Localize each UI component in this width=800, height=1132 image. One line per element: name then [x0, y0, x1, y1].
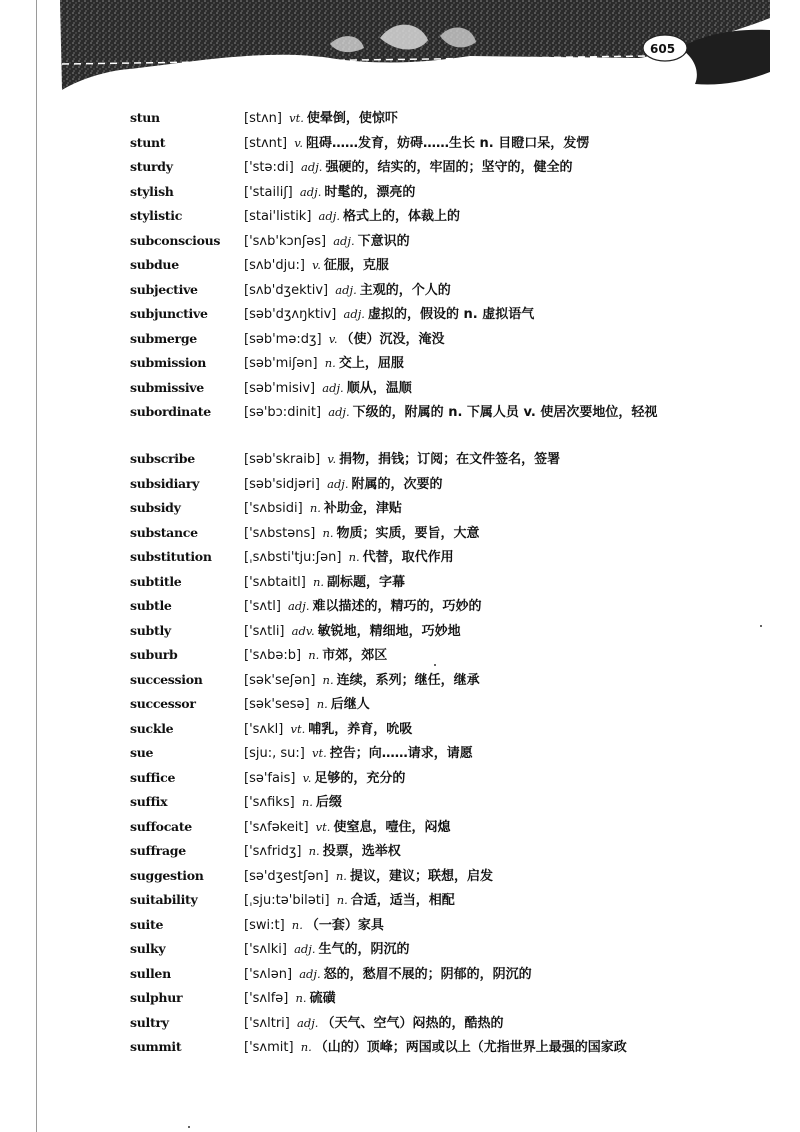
entry-row — [0, 131, 800, 156]
headword: stylistic — [130, 208, 183, 223]
part-of-speech: adj. — [322, 380, 344, 395]
meaning: 格式上的，体裁上的 — [343, 209, 461, 224]
entry-row — [0, 986, 800, 1011]
entry-row — [0, 447, 800, 472]
part-of-speech: n. — [322, 525, 334, 540]
meaning: 使晕倒，使惊吓 — [306, 111, 398, 126]
headword: suburb — [130, 647, 178, 662]
definition — [244, 692, 764, 717]
entry-row — [0, 229, 800, 254]
entry-row — [0, 521, 800, 546]
definition — [244, 864, 764, 889]
definition — [244, 1011, 764, 1036]
part-of-speech: adj. — [328, 405, 350, 419]
definition — [244, 253, 764, 278]
entry-row — [0, 594, 800, 619]
definition — [244, 668, 764, 693]
part-of-speech: v. — [294, 135, 303, 150]
meaning: 下意识的 — [357, 233, 410, 249]
entry-row — [0, 668, 800, 693]
part-of-speech: n. — [335, 868, 347, 883]
part-of-speech: adj. — [318, 209, 340, 223]
meaning: 怒的，愁眉不展的；阴郁的，阴沉的 — [323, 966, 532, 982]
meaning: （使）沉没，淹没 — [340, 331, 445, 347]
headword: subtle — [130, 598, 172, 613]
meaning: 连续，系列；继任，继承 — [336, 672, 480, 688]
meaning: 补助金，津贴 — [323, 501, 402, 516]
part-of-speech: n. — [301, 795, 313, 809]
part-of-speech: vt. — [311, 746, 327, 760]
entry-row — [0, 619, 800, 644]
meaning: 交上，屈服 — [338, 356, 404, 371]
definition — [244, 229, 764, 254]
meaning: 合适，适当，相配 — [350, 893, 455, 908]
part-of-speech: adj. — [335, 282, 357, 297]
definition — [244, 888, 764, 913]
headword: sue — [130, 745, 154, 760]
definition — [244, 570, 764, 595]
pronunciation: [səb'sidjəri] — [244, 476, 320, 492]
part-of-speech: adv. — [291, 623, 315, 638]
pronunciation: [sək'sesə] — [244, 697, 310, 712]
entry-row — [0, 155, 800, 180]
part-of-speech: n. — [336, 893, 348, 907]
pronunciation: [sʌb'dʒektiv] — [244, 282, 329, 298]
definition — [244, 351, 764, 376]
pronunciation: [stai'listik] — [244, 209, 312, 224]
entry-row — [0, 888, 800, 913]
pronunciation: ['sʌfiks] — [244, 795, 295, 810]
part-of-speech: n. — [316, 697, 328, 711]
headword: suffrage — [130, 843, 186, 858]
entry-row — [0, 741, 800, 766]
definition — [244, 937, 764, 962]
entry-row — [0, 180, 800, 205]
headword: stylish — [130, 183, 174, 199]
part-of-speech: v. — [327, 452, 337, 466]
part-of-speech: adj. — [294, 942, 316, 956]
headword: subjunctive — [130, 306, 208, 321]
pronunciation: [səb'skraib] — [244, 452, 321, 467]
headword: suffice — [130, 769, 176, 785]
pronunciation: ['sʌltri] — [244, 1015, 290, 1031]
meaning: 主观的，个人的 — [359, 282, 451, 298]
definition — [244, 180, 764, 205]
meaning: 使窒息，噎住，闷熄 — [333, 819, 451, 835]
definition — [244, 521, 764, 546]
pronunciation: ['sʌkl] — [244, 721, 284, 737]
definition — [244, 619, 764, 644]
headword: sulky — [130, 941, 166, 956]
part-of-speech: n. — [295, 991, 307, 1005]
pronunciation: [stʌn] — [244, 111, 282, 126]
entry-row — [0, 937, 800, 962]
headword: submerge — [130, 330, 197, 346]
meaning: 市郊，郊区 — [322, 648, 388, 663]
meaning: 副标题，字幕 — [327, 574, 406, 590]
meaning: 提议，建议；联想，启发 — [349, 868, 493, 884]
headword: subtly — [130, 622, 171, 638]
entry-row — [0, 570, 800, 595]
headword: suffix — [130, 794, 168, 809]
headword: sultry — [130, 1014, 169, 1030]
definition — [244, 643, 764, 668]
definition — [244, 302, 764, 327]
definition — [244, 986, 764, 1011]
part-of-speech: adj. — [297, 1015, 319, 1030]
entry-row — [0, 643, 800, 668]
definition — [244, 131, 764, 156]
headword: suite — [130, 916, 164, 932]
pronunciation: ['sʌbsidi] — [244, 501, 303, 516]
pronunciation: ['sʌbtaitl] — [244, 574, 306, 590]
definition — [244, 327, 764, 352]
meaning: 代替，取代作用 — [362, 550, 454, 565]
entry-row — [0, 376, 800, 401]
part-of-speech: adj. — [333, 233, 355, 248]
pronunciation: ['sʌmit] — [244, 1040, 294, 1055]
part-of-speech: vt. — [315, 819, 331, 834]
pronunciation: [sʌb'dju:] — [244, 258, 305, 273]
meaning: 捐物，捐钱；订阅；在文件签名，签署 — [339, 452, 561, 467]
meaning: 硫磺 — [309, 991, 336, 1006]
entry-row — [0, 278, 800, 303]
pronunciation: ['stə:di] — [244, 160, 294, 175]
definition — [244, 376, 764, 401]
entry-row — [0, 692, 800, 717]
part-of-speech: vt. — [289, 111, 304, 125]
meaning: （山的）顶峰；两国或以上（尤指世界上最强的国家政 — [314, 1040, 627, 1055]
meaning: 征服，克服 — [323, 258, 389, 273]
header-artwork — [0, 0, 800, 100]
headword: succession — [130, 671, 203, 687]
definition — [244, 790, 764, 815]
part-of-speech: vt. — [290, 721, 306, 736]
meaning: 虚拟的，假设的 n. 虚拟语气 — [367, 307, 535, 322]
part-of-speech: n. — [309, 501, 321, 515]
part-of-speech: n. — [324, 356, 336, 370]
pronunciation: ['stailiʃ] — [244, 184, 293, 200]
headword: suggestion — [130, 867, 204, 883]
headword: stun — [130, 110, 160, 125]
entry-row — [0, 1035, 800, 1060]
definition — [244, 741, 764, 766]
entry-row — [0, 839, 800, 864]
meaning: （天气、空气）闷热的，酷热的 — [321, 1015, 504, 1031]
part-of-speech: n. — [348, 550, 360, 564]
headword: subscribe — [130, 451, 195, 466]
part-of-speech: n. — [291, 917, 303, 932]
definition — [244, 594, 764, 619]
part-of-speech: n. — [308, 844, 320, 858]
headword: summit — [130, 1039, 182, 1054]
headword: subdue — [130, 257, 179, 272]
pronunciation: [swi:t] — [244, 917, 285, 933]
meaning: 投票，选举权 — [322, 844, 401, 859]
entry-row — [0, 1011, 800, 1036]
print-speck — [434, 664, 436, 666]
definition — [244, 962, 764, 987]
definition — [244, 1035, 764, 1060]
entry-row — [0, 864, 800, 889]
headword: submission — [130, 355, 207, 370]
part-of-speech: v. — [312, 258, 321, 272]
headword: suitability — [130, 892, 198, 907]
pronunciation: ['sʌb'kɔnʃəs] — [244, 233, 327, 249]
meaning: 下级的，附属的 n. 下属人员 v. 使居次要地位，轻视 — [352, 405, 658, 420]
entry-row — [0, 204, 800, 229]
pronunciation: [ˌsʌbsti'tju:ʃən] — [244, 550, 342, 565]
entry-row — [0, 253, 800, 278]
entry-row — [0, 496, 800, 521]
page-number: 605 — [650, 42, 676, 56]
headword: subsidy — [130, 500, 181, 515]
print-speck — [760, 625, 762, 627]
meaning: 足够的，充分的 — [314, 770, 406, 786]
entry-row — [0, 545, 800, 570]
entry-row — [0, 302, 800, 327]
headword: substance — [130, 524, 198, 540]
definition — [244, 204, 764, 229]
definition — [244, 839, 764, 864]
pronunciation: [səb'miʃən] — [244, 356, 318, 371]
headword: suckle — [130, 720, 174, 736]
page-header-decoration — [0, 0, 800, 100]
part-of-speech: n. — [312, 574, 325, 589]
pronunciation: [sə'dʒestʃən] — [244, 868, 329, 884]
meaning: 后继人 — [330, 697, 370, 712]
pronunciation: [sə'fais] — [244, 770, 296, 786]
meaning: 顺从，温顺 — [346, 380, 412, 396]
part-of-speech: adj. — [299, 966, 321, 981]
definition — [244, 155, 764, 180]
headword: substitution — [130, 549, 212, 564]
part-of-speech: v. — [328, 331, 338, 346]
entry-row — [0, 962, 800, 987]
headword: successor — [130, 696, 196, 711]
pronunciation: [sə'bɔ:dinit] — [244, 405, 322, 420]
pronunciation: ['sʌfəkeit] — [244, 819, 309, 835]
meaning: 哺乳，养育，吮吸 — [308, 721, 413, 737]
pronunciation: ['sʌbə:b] — [244, 648, 302, 663]
definition — [244, 447, 764, 472]
headword: sulphur — [130, 990, 183, 1005]
entry-row — [0, 472, 800, 497]
headword: sturdy — [130, 159, 173, 174]
meaning: 生气的，阴沉的 — [318, 942, 410, 957]
headword: subconscious — [130, 232, 221, 248]
pronunciation: [stʌnt] — [244, 135, 288, 151]
entry-row — [0, 400, 800, 447]
entry-row — [0, 913, 800, 938]
definition — [244, 766, 764, 791]
definition — [244, 400, 764, 425]
meaning: 敏锐地，精细地，巧妙地 — [317, 623, 461, 639]
part-of-speech: adj. — [327, 476, 349, 491]
definition — [244, 106, 764, 131]
part-of-speech: adj. — [300, 160, 323, 174]
print-speck — [188, 1126, 190, 1128]
meaning: （一套）家具 — [305, 917, 384, 933]
entry-list — [0, 106, 800, 1060]
headword: subjective — [130, 281, 198, 297]
pronunciation: ['sʌtli] — [244, 623, 285, 639]
pronunciation: [səb'mə:dʒ] — [244, 331, 322, 347]
pronunciation: ['sʌbstəns] — [244, 525, 316, 541]
part-of-speech: adj. — [299, 184, 322, 199]
headword: subsidiary — [130, 475, 200, 491]
definition — [244, 717, 764, 742]
pronunciation: ['sʌfridʒ] — [244, 844, 302, 859]
definition — [244, 815, 764, 840]
pronunciation: [səb'misiv] — [244, 380, 316, 396]
meaning: 阻碍……发育，妨碍……生长 n. 目瞪口呆，发愣 — [305, 135, 590, 151]
headword: submissive — [130, 379, 204, 395]
pronunciation: [sək'seʃən] — [244, 672, 316, 688]
meaning: 难以描述的，精巧的，巧妙的 — [312, 599, 482, 614]
pronunciation: ['sʌtl] — [244, 599, 281, 614]
entry-row — [0, 106, 800, 131]
entry-row — [0, 351, 800, 376]
meaning: 强硬的，结实的，牢固的；坚守的，健全的 — [325, 160, 573, 175]
entry-row — [0, 327, 800, 352]
pronunciation: [ˌsju:tə'biləti] — [244, 893, 330, 908]
headword: suffocate — [130, 818, 192, 834]
pronunciation: ['sʌlki] — [244, 942, 287, 957]
meaning: 控告；向……请求，请愿 — [329, 746, 473, 761]
meaning: 时髦的，漂亮的 — [324, 184, 416, 200]
definition — [244, 496, 764, 521]
entry-row — [0, 766, 800, 791]
part-of-speech: n. — [308, 648, 320, 662]
pronunciation: [sju:, su:] — [244, 746, 305, 761]
meaning: 附属的，次要的 — [351, 476, 443, 492]
part-of-speech: n. — [300, 1040, 312, 1054]
entry-row — [0, 717, 800, 742]
definition — [244, 545, 764, 570]
headword: subtitle — [130, 573, 182, 589]
pronunciation: ['sʌlfə] — [244, 991, 289, 1006]
part-of-speech: adj. — [343, 307, 365, 321]
part-of-speech: adj. — [288, 599, 310, 613]
part-of-speech: n. — [322, 672, 334, 687]
headword: stunt — [130, 134, 166, 150]
pronunciation: [səb'dʒʌŋktiv] — [244, 307, 337, 322]
pronunciation: ['sʌlən] — [244, 966, 293, 982]
headword: sullen — [130, 965, 171, 981]
definition — [244, 278, 764, 303]
definition — [244, 913, 764, 938]
definition — [244, 472, 764, 497]
entry-row — [0, 815, 800, 840]
part-of-speech: v. — [302, 770, 312, 785]
entry-row — [0, 790, 800, 815]
meaning: 物质；实质，要旨，大意 — [336, 525, 480, 541]
meaning: 后缀 — [315, 795, 342, 810]
headword: subordinate — [130, 404, 211, 419]
